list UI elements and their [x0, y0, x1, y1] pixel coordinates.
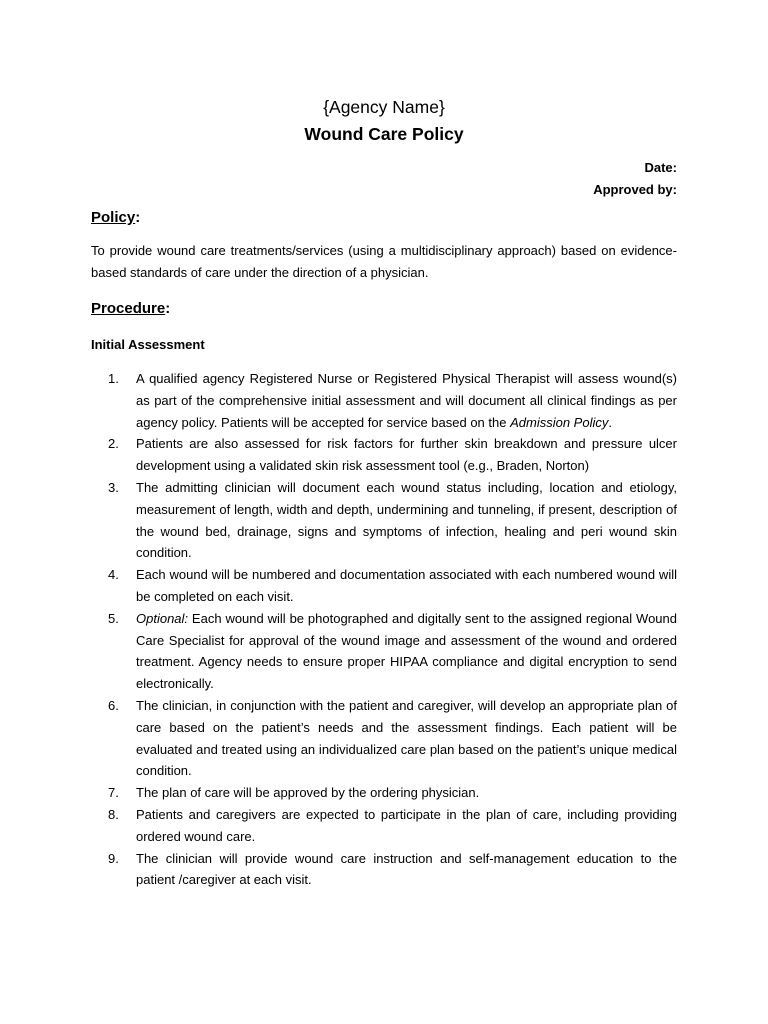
optional-label: Optional:: [136, 610, 189, 626]
list-item: [91, 368, 677, 433]
item-number: 6.: [108, 697, 119, 713]
policy-text: To provide wound care treatments/services (using a multidisciplinary approach) based on evidence-based standards of care under the direction of a physician.: [91, 243, 677, 280]
item-number: 5.: [108, 610, 119, 626]
list-item: [91, 695, 677, 782]
list-item: [91, 477, 677, 564]
item-text: Patients are also assessed for risk factors for further skin breakdown and pressure ulcer development using a validated skin risk assessment tool (e.g., Braden, Norton): [136, 436, 677, 474]
policy-heading-colon: :: [135, 209, 141, 226]
list-item: [91, 608, 677, 695]
initial-assessment-heading: Initial Assessment: [91, 337, 205, 352]
item-text: A qualified agency Registered Nurse or Registered Physical Therapist will assess wound(s) as part of the comprehensive initial assessment and will document all clinical findings as per agency policy. Patients will be accepted for service based on the: [136, 371, 677, 430]
procedure-heading: [91, 299, 170, 319]
list-item: [91, 782, 677, 804]
item-number: 7.: [108, 785, 119, 801]
item-number: 2.: [108, 436, 119, 452]
document-title: Wound Care Policy: [304, 124, 464, 144]
policy-heading: [91, 208, 140, 228]
item-text: The clinician, in conjunction with the patient and caregiver, will develop an appropriate plan of care based on the patient’s needs and the assessment findings. Each patient will be evaluated and treated using an individualized care plan based on the patient’s unique medical condition.: [136, 697, 677, 779]
list-item: [91, 804, 677, 848]
item-number: 9.: [108, 850, 119, 866]
item-text: Each wound will be numbered and documentation associated with each numbered wound will be completed on each visit.: [136, 567, 677, 604]
agency-name: {Agency Name}: [323, 97, 445, 117]
item-text: The admitting clinician will document each wound status including, location and etiology, measurement of length, width and depth, undermining and tunneling, if present, description of the wound bed, drainage, signs and symptoms of infection, healing and peri wound skin condition.: [136, 479, 677, 561]
list-item: [91, 564, 677, 608]
item-text: The clinician will provide wound care instruction and self-management education to the patient /caregiver at each visit.: [136, 850, 677, 888]
procedure-list: [91, 368, 677, 891]
item-text-end: .: [608, 414, 612, 430]
item-text: Each wound will be photographed and digitally sent to the assigned regional Wound Care Specialist for approval of the wound image and assessment of the wound and ordered treatment. Agency needs to ensure proper HIPAA compliance and digital encryption to send electronically.: [136, 610, 677, 692]
approved-by-label: Approved by:: [593, 182, 677, 197]
list-item: [91, 848, 677, 892]
item-number: 4.: [108, 567, 119, 583]
policy-heading-text: Policy: [91, 209, 136, 226]
item-text: The plan of care will be approved by the ordering physician.: [136, 785, 480, 801]
item-number: 3.: [108, 479, 119, 495]
procedure-heading-colon: :: [165, 300, 171, 317]
admission-policy-reference: Admission Policy: [510, 414, 609, 430]
item-text: Patients and caregivers are expected to participate in the plan of care, including providing ordered wound care.: [136, 806, 677, 844]
procedure-heading-text: Procedure: [91, 300, 166, 317]
date-label: Date:: [644, 160, 677, 175]
item-number: 8.: [108, 806, 119, 822]
list-item: [91, 433, 677, 477]
item-number: 1.: [108, 371, 119, 386]
